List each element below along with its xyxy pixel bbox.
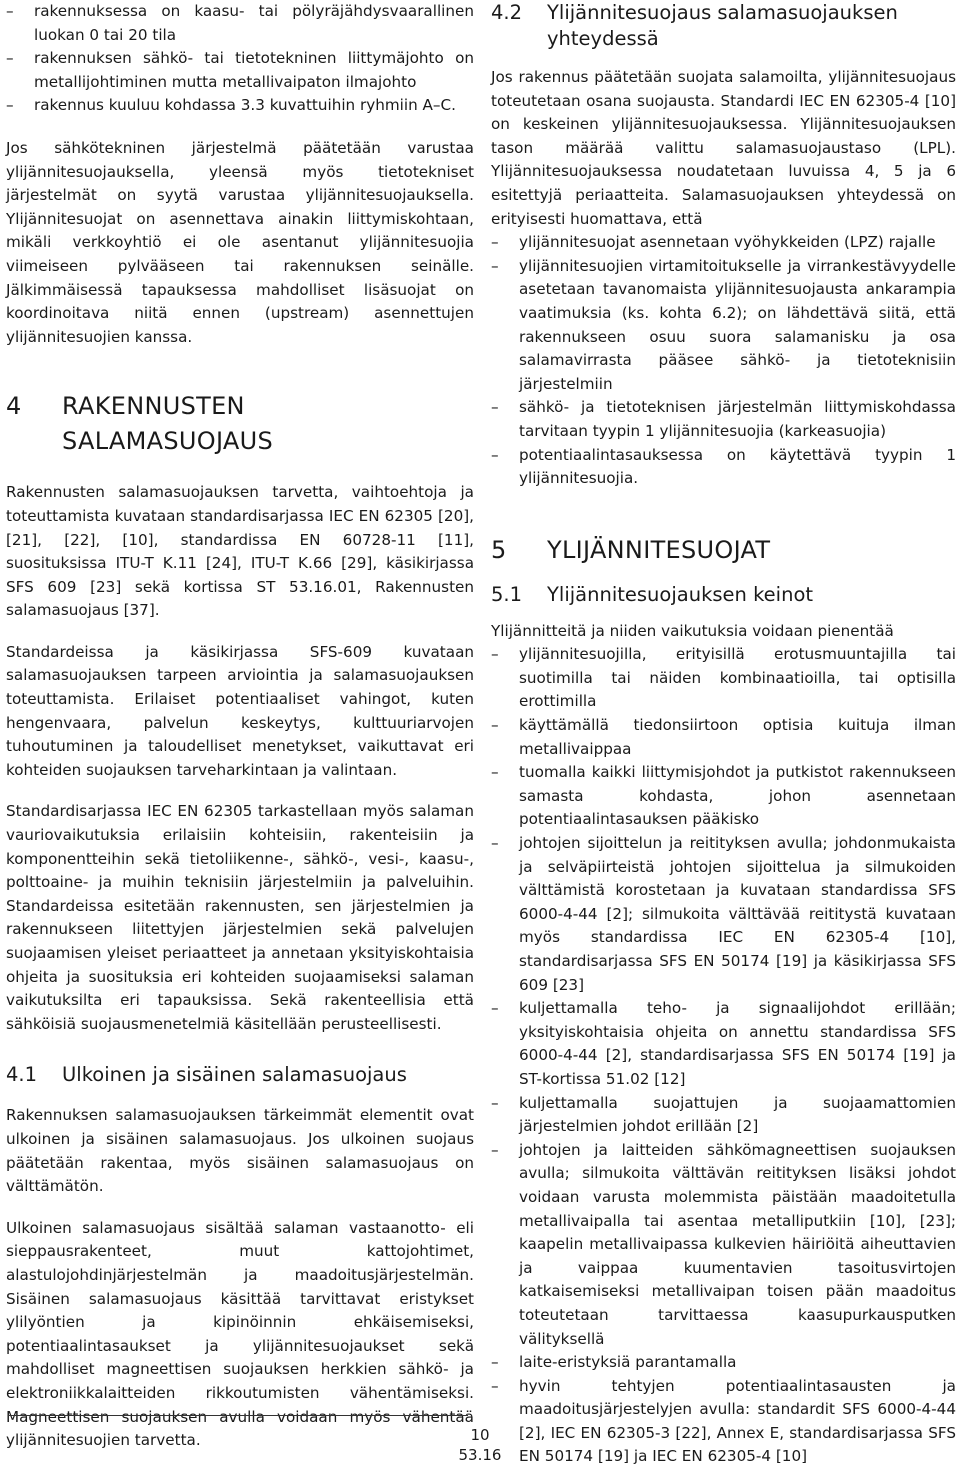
list-item: – ylijännitesuojat asennetaan vyöhykkeiden (LPZ) rajalle [491, 231, 956, 255]
list-item: – tuomalla kaikki liittymisjohdot ja putkistot rakennukseen samasta kohdasta, johon asennetaan potentiaalintasauksen pääkisko [491, 761, 956, 832]
intro-list [6, 0, 474, 118]
protection-means-list [491, 643, 956, 1469]
list-item: – hyvin tehtyjen potentiaalintasausten ja maadoitusjärjestelyjen avulla: standardit SFS 6000-4-44 [2], IEC EN 62305-3 [22], Annex E, standardisarjassa SFS EN 50174 [19] ja IEC EN 62305-4 [10] [491, 1375, 956, 1469]
paragraph: Standardeissa ja käsikirjassa SFS-609 kuvataan salamasuojauksen tarpeen arviointia ja salamasuojauksen toteuttamista. Erilaiset potentiaaliset vahingot, kuten hengenvaara, palvelun keskeytys, kulttuuriarvojen tuhoutuminen ja taloudelliset menetykset, vaikuttavat eri kohteiden suojauksen tarveharkintaan ja valintaan. [6, 642, 474, 779]
subsection-number: 5.1 [491, 582, 523, 606]
subsection-5-1-heading [491, 582, 956, 608]
subsection-title: Ulkoinen ja sisäinen salamasuojaus [62, 1063, 407, 1087]
subsection-number: 4.1 [6, 1063, 38, 1087]
list-item: – rakennus kuuluu kohdassa 3.3 kuvattuihin ryhmiin A–C. [6, 94, 474, 118]
page-number: 10 [470, 1426, 490, 1444]
subsection-4-1-heading [6, 1062, 474, 1088]
list-item: – kuljettamalla suojattujen ja suojaamattomien järjestelmien johdot erillään [2] [491, 1092, 956, 1139]
intro-paragraph: Jos sähkötekninen järjestelmä päätetään varustaa ylijännitesuojauksella, yleensä myös tietotekniset järjestelmät on syytä varustaa ylijännitesuojauksella. Ylijännitesuojat on asennettava ainakin liittymiskohtaan, mikäli verkkoyhtiö ei ole asentanut ylijännitesuojia viimeiseen pylvääseen tai rakennuksen seinälle. Jälkimmäisessä tapauksessa mahdolliset lisäsuojat on koordinoitava niitä ennen (upstream) asennettujen ylijännitesuojien kanssa. [6, 138, 474, 346]
subsection-title: Ylijännitesuojaus salamasuojauksen yhteydessä [547, 1, 898, 50]
left-column [6, 0, 474, 1471]
section-number: 5 [491, 535, 507, 564]
section-5-heading [491, 533, 956, 568]
paragraph: Rakennuksen salamasuojauksen tärkeimmät elementit ovat ulkoinen ja sisäinen salamasuojaus. Jos ulkoinen suojaus päätetään rakentaa, myös sisäinen salamasuojaus on välttämätön. [6, 1106, 474, 1196]
list-item: – ylijännitesuojilla, erityisillä erotusmuuntajilla tai suotimilla tai näiden kombinaatioilla, tai optisilla erottimilla [491, 643, 956, 714]
subsection-title: Ylijännitesuojauksen keinot [547, 582, 814, 606]
list-item: – potentiaalintasauksessa on käytettävä tyypin 1 ylijännitesuojia. [491, 444, 956, 491]
paragraph: Ylijännitteitä ja niiden vaikutuksia voidaan pienentää [491, 621, 894, 640]
list-item: – käyttämällä tiedonsiirtoon optisia kuituja ilman metallivaippaa [491, 714, 956, 761]
list-item: – sähkö- ja tietoteknisen järjestelmän liittymiskohdassa tarvitaan tyypin 1 ylijännitesuojia (karkeasuojia) [491, 396, 956, 443]
section-4-heading [6, 389, 474, 459]
list-item: – johtojen ja laitteiden sähkömagneettisen suojauksen avulla; silmukoita välttävän reitityksen lisäksi johdot voidaan varusta molemmista päistään maadoitetulla metallivaipalla tai asentaa metalliputkiin [10], [23]; kaapelin metallivaipassa kulkevien häiriöitä aiheuttavien ja vaippaa kuumentavien tasoitusvirtojen katkaisemiseksi metallivaipan toisen pään maadoitus toteutetaan tarvittaessa kaasupurkausputken välityksellä [491, 1139, 956, 1351]
subsection-number: 4.2 [491, 1, 523, 24]
section-number: 4 [6, 392, 22, 421]
right-column [491, 0, 956, 1469]
list-item: – ylijännitesuojien virtamitoitukselle ja virrankestävyydelle asetetaan tavanomaista ylijännitesuojausta ankarampia vaatimuksia (ks. kohta 6.2); on lähdettävä siitä, että rakennukseen osuu suora salamanisku ja osa salamavirrasta pääsee sähkö- ja tietoteknisiin järjestelmiin [491, 255, 956, 397]
paragraph: Ulkoinen salamasuojaus sisältää salaman vastaanotto- eli sieppausrakenteet, muut kattojohtimet, alastulojohdinjärjestelmän ja maadoitusjärjestelmän. Sisäinen salamasuojaus käsittää tarvittavat eristykset ylilyöntien ja kipinöinnin ehkäisemiseksi, potentiaalintasaukset ja ylijännitesuojaukset sekä mahdolliset magneettisen suojauksen herkkien sähkö- ja elektroniikkalaitteiden rikkoutumisten vähentämiseksi. Magneettisen suojauksen avulla voidaan myös vähentää ylijännitesuojien tarvetta. [6, 1218, 474, 1450]
list-item: – rakennuksen sähkö- tai tietotekninen liittymäjohto on metallijohtiminen mutta metallivaipaton ilmajohto [6, 47, 474, 94]
paragraph: Rakennusten salamasuojauksen tarvetta, vaihtoehtoja ja toteuttamista kuvataan standardisarjassa IEC EN 62305 [20], [21], [22], [10], standardissa EN 60728-11 [11], suosituksissa ITU-T K.11 [24], ITU-T K.66 [29], käsikirjassa SFS 609 [23] sekä kortissa ST 53.16.01, Rakennusten salamasuojaus [37]. [6, 483, 474, 620]
footer-rule [8, 1415, 468, 1416]
lightning-notes-list [491, 231, 956, 491]
list-item: – kuljettamalla teho- ja signaalijohdot erillään; yksityiskohtaisia ohjeita on annettu standardissa SFS 6000-4-44 [2], standardisarjassa SFS EN 50174 [19] ja ST-kortissa 51.02 [12] [491, 997, 956, 1091]
section-title: YLIJÄNNITESUOJAT [547, 535, 771, 564]
list-item: – rakennuksessa on kaasu- tai pölyräjähdysvaarallinen luokan 0 tai 20 tila [6, 0, 474, 47]
list-item: – laite-eristyksiä parantamalla [491, 1351, 956, 1375]
paragraph: Jos rakennus päätetään suojata salamoilta, ylijännitesuojaus toteutetaan osana suojausta. Standardi IEC EN 62305-4 [10] on keskeinen ylijännitesuojauksessa. Ylijännitesuojauksen tason määrää valittu salamasuojaustaso (LPL). Ylijännitesuojauksessa noudatetaan luvuissa 4, 5 ja 6 esitettyjä periaatteita. Salamasuojauksen yhteydessä on erityisesti huomattava, että [491, 68, 956, 228]
list-item: – johtojen sijoittelun ja reitityksen avulla; johdonmukaista ja selväpiirteistä johtojen sijoittelua ja silmukoiden välttämistä korostetaan ja kuvataan standardissa SFS 6000-4-44 [2]; silmukoita välttävää reititystä kuvataan myös standardissa IEC EN 62305-4 [10], standardisarjassa SFS EN 50174 [19] ja käsikirjassa SFS 609 [23] [491, 832, 956, 997]
section-title: RAKENNUSTEN SALAMASUOJAUS [62, 392, 274, 456]
document-number: 53.16 [458, 1446, 502, 1464]
paragraph: Standardisarjassa IEC EN 62305 tarkastellaan myös salaman vauriovaikutuksia erilaisiin kohteisiin, rakenteisiin ja komponentteihin sekä tietoliikenne-, sähkö-, vesi-, kaasu-, polttoaine- ja muihin teknisiin järjestelmiin ja palveluihin. Standardeissa esitetään rakennusten, sen järjestelmien ja rakennukseen liitettyjen järjestelmien sekä palvelujen suojaamisen yleiset periaatteet ja annetaan yksityiskohtaisia ohjeita ja suosituksia eri kohteiden suojaamiseksi salaman vaikutuksilta eri tapauksissa. Sekä rakenteellisia että sähköisiä suojausmenetelmiä käsitellään perusteellisesti. [6, 802, 474, 1033]
subsection-4-2-heading [491, 0, 956, 52]
